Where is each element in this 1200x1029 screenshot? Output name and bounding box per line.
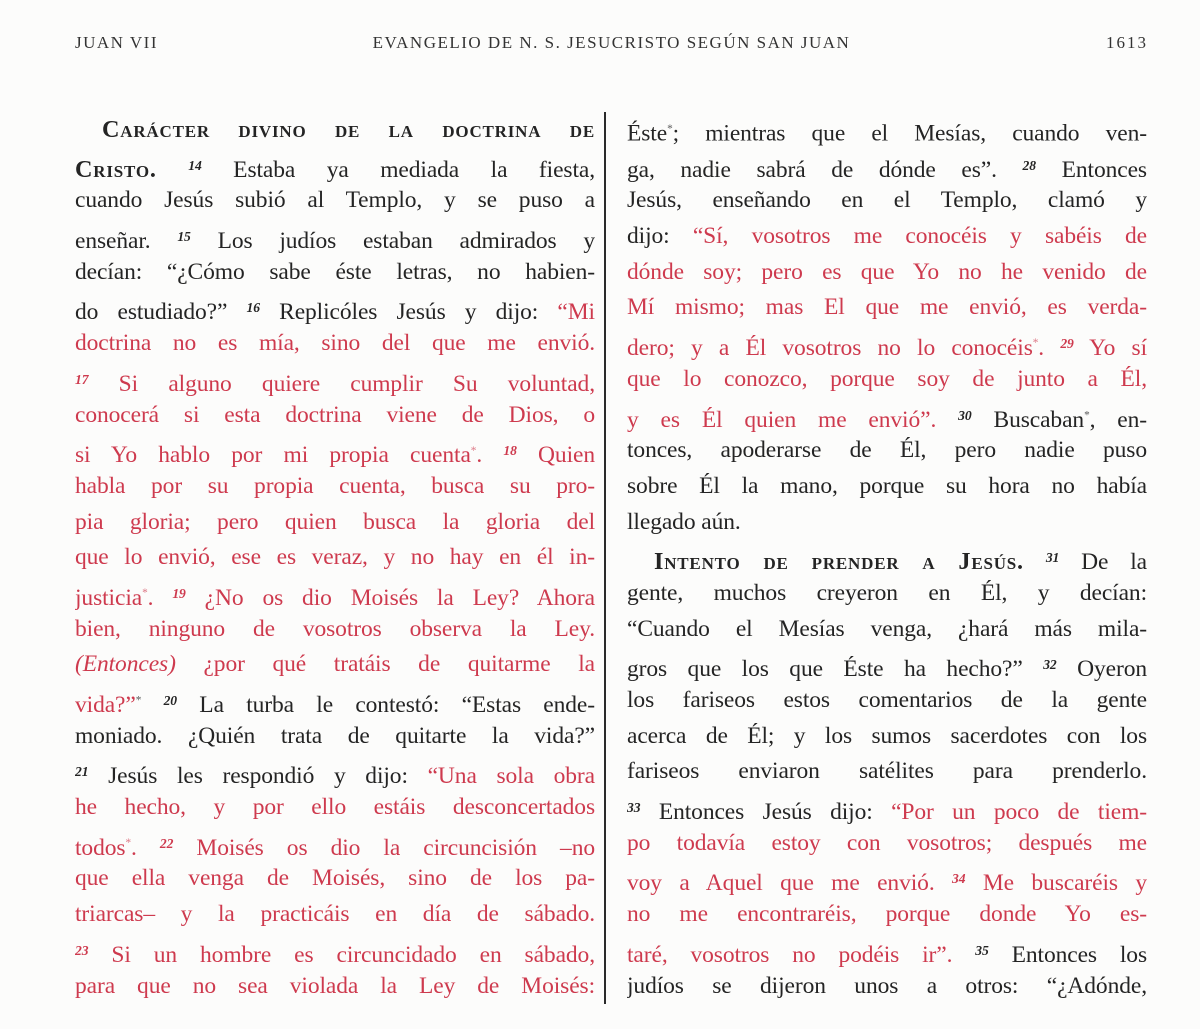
text-line — [627, 647, 1147, 683]
text-line — [75, 290, 595, 326]
footnote-mark: * — [142, 587, 148, 600]
text-segment: dero; y a Él vosotros no lo conocéis — [627, 334, 1033, 361]
text-line — [627, 255, 1147, 291]
text-segment — [157, 157, 189, 183]
text-segment: ¿No os dio Moisés la Ley? Ahora — [185, 584, 595, 611]
text-segment: Jesús, enseñando en el Templo, clamó y — [627, 187, 1147, 214]
text-line — [75, 469, 595, 505]
text-line — [627, 362, 1147, 398]
text-line — [627, 398, 1147, 434]
two-column-text-block — [75, 112, 1147, 1004]
text-segment: vida?” — [75, 691, 136, 718]
text-segment: Los judíos estaban admirados y — [190, 227, 595, 254]
text-segment: po todavía estoy con vosotros; después me — [627, 829, 1147, 856]
verse-number: 19 — [172, 585, 186, 601]
text-line — [75, 790, 595, 826]
text-segment: “Por un poco de tiem- — [891, 798, 1147, 825]
text-line — [627, 683, 1147, 719]
text-line — [627, 219, 1147, 255]
text-segment: cuando Jesús subió al Templo, y se puso a — [75, 187, 595, 214]
text-line — [75, 255, 595, 291]
text-segment: que ella venga de Moisés, sino de los pa- — [75, 865, 595, 892]
text-segment: Replicóles Jesús y dijo: — [259, 299, 558, 326]
text-segment: “Una sola obra — [427, 763, 595, 790]
section-heading: Cristo. — [75, 155, 157, 183]
right-text-column — [627, 112, 1147, 1004]
text-segment: “Cuando el Mesías venga, ¿hará más mila- — [627, 615, 1147, 642]
text-line — [75, 362, 595, 398]
verse-number: 22 — [159, 835, 174, 851]
header-title: EVANGELIO DE N. S. JESUCRISTO SEGÚN SAN JUAN — [372, 33, 851, 52]
text-segment: De la — [1059, 549, 1147, 576]
text-segment: voy a Aquel que me envió. — [627, 870, 953, 897]
text-segment: Estaba ya mediada la fiesta, — [201, 156, 595, 183]
verse-number: 34 — [952, 871, 966, 887]
text-line — [75, 969, 595, 1005]
text-segment: triarcas– y la practicáis en día de sábado. — [75, 901, 595, 928]
verse-number: 23 — [75, 942, 89, 958]
left-text-column — [75, 112, 595, 1004]
text-segment: decían: “¿Cómo sabe éste letras, no habien- — [75, 258, 595, 285]
text-line — [75, 754, 595, 790]
text-segment: . — [1038, 334, 1061, 361]
verse-number: 16 — [246, 300, 260, 316]
text-segment: Entonces los — [988, 941, 1147, 968]
text-line — [627, 861, 1147, 897]
footnote-mark: * — [667, 123, 673, 135]
footnote-mark: * — [135, 694, 142, 707]
text-line — [627, 540, 1147, 576]
text-segment: Buscaban — [971, 406, 1085, 433]
text-segment: Moisés os dio la circuncisión –no — [173, 834, 595, 861]
text-line — [75, 683, 595, 719]
text-segment: bien, ninguno de vosotros observa la Ley. — [75, 615, 595, 642]
text-line — [627, 576, 1147, 612]
text-segment: La turba le contestó: “Estas ende- — [177, 691, 595, 718]
text-segment: dónde soy; pero es que Yo no he venido de — [627, 258, 1147, 285]
running-header — [75, 33, 1148, 53]
verse-number: 20 — [163, 693, 178, 708]
text-segment: si Yo hablo por mi propia cuenta — [75, 442, 471, 468]
text-segment: gros que los que Éste ha hecho?” — [627, 656, 1044, 683]
footnote-mark: * — [1032, 337, 1039, 350]
verse-number: 17 — [75, 371, 89, 387]
verse-number: 15 — [177, 229, 191, 245]
text-segment: tonces, apoderarse de Él, pero nadie puso — [627, 437, 1147, 464]
verse-number: 30 — [958, 407, 972, 423]
text-segment: moniado. ¿Quién trata de quitarte la vida?” — [75, 722, 595, 749]
text-segment: sobre Él la mano, porque su hora no había — [627, 472, 1147, 499]
text-segment: dijo: — [627, 223, 693, 250]
text-line — [75, 433, 595, 469]
text-segment: Si alguno quiere cumplir Su voluntad, — [88, 370, 595, 397]
text-segment: no me encontraréis, porque donde Yo es- — [627, 901, 1147, 928]
text-segment: gente, muchos creyeron en Él, y decían: — [627, 579, 1147, 606]
text-line — [75, 897, 595, 933]
text-line — [627, 754, 1147, 790]
text-segment: habla por su propia cuenta, busca su pro- — [75, 472, 595, 499]
text-segment: llegado aún. — [627, 508, 741, 535]
text-line — [627, 612, 1147, 648]
text-line — [627, 897, 1147, 933]
verse-number: 29 — [1060, 336, 1074, 352]
text-segment: y es Él quien me envió”. — [627, 406, 959, 433]
text-segment: conocerá si esta doctrina viene de Dios, o — [75, 401, 595, 428]
text-segment: enseñar. — [75, 227, 178, 254]
text-segment: taré, vosotros no podéis ir”. — [627, 941, 976, 968]
text-line — [75, 326, 595, 362]
text-segment: judíos se dijeron unos a otros: “¿Adónde, — [627, 972, 1147, 999]
text-line — [75, 398, 595, 434]
text-segment — [141, 692, 163, 718]
footnote-mark: * — [1084, 408, 1090, 421]
text-line — [627, 290, 1147, 326]
text-segment: (Entonces) — [75, 651, 176, 678]
text-line — [75, 148, 595, 184]
text-line — [75, 826, 595, 862]
footnote-mark: * — [125, 837, 131, 850]
text-line — [627, 326, 1147, 362]
footnote-mark: * — [470, 444, 477, 457]
text-segment: Jesús les respondió y dijo: — [88, 763, 428, 790]
text-line — [627, 469, 1147, 505]
verse-number: 32 — [1043, 657, 1057, 673]
text-segment: justicia — [75, 584, 143, 611]
text-line — [627, 433, 1147, 469]
text-line — [627, 183, 1147, 219]
verse-number: 21 — [75, 764, 89, 780]
verse-number: 33 — [627, 800, 641, 816]
text-segment: “Sí, vosotros me conocéis y sabéis de — [692, 223, 1147, 250]
text-segment: todos — [75, 834, 126, 861]
text-segment: Oyeron — [1056, 656, 1147, 683]
text-segment: Entonces — [1035, 156, 1147, 183]
text-segment: para que no sea violada la Ley de Moisés: — [75, 972, 595, 999]
text-line — [627, 505, 1147, 541]
text-segment: doctrina no es mía, sino del que me envió. — [75, 330, 595, 357]
verse-number: 14 — [188, 157, 202, 173]
text-segment: fariseos enviaron satélites para prenderlo. — [627, 758, 1147, 785]
text-segment: ¿por qué tratáis de quitarme la — [175, 651, 595, 678]
text-segment: que lo envió, ese es veraz, y no hay en él in- — [75, 544, 595, 571]
text-segment: ; mientras que el Mesías, cuando ven- — [672, 120, 1147, 147]
text-line — [627, 719, 1147, 755]
text-segment: que lo conozco, porque soy de junto a Él, — [627, 365, 1147, 392]
text-segment: Éste — [627, 120, 668, 147]
text-segment: Si un hombre es circuncidado en sábado, — [88, 941, 595, 968]
text-line — [627, 148, 1147, 184]
text-segment: Mí mismo; mas El que me envió, es verda- — [627, 294, 1147, 321]
text-line — [75, 540, 595, 576]
text-segment: ga, nadie sabrá de dónde es”. — [627, 156, 1023, 183]
text-segment: Me buscaréis y — [965, 870, 1147, 897]
text-segment — [1024, 549, 1046, 575]
text-line — [75, 576, 595, 612]
header-book-chapter: JUAN VII — [75, 33, 158, 52]
text-line — [627, 933, 1147, 969]
text-line — [75, 933, 595, 969]
text-segment: los fariseos estos comentarios de la gente — [627, 687, 1147, 713]
text-segment: “Mi — [557, 299, 595, 326]
text-line — [75, 183, 595, 219]
text-line — [75, 719, 595, 755]
text-line — [75, 505, 595, 541]
text-segment: Quien — [516, 442, 595, 468]
text-segment: . — [147, 584, 173, 611]
verse-number: 28 — [1022, 157, 1036, 173]
text-segment: pia gloria; pero quien busca la gloria del — [75, 508, 595, 535]
text-line — [627, 790, 1147, 826]
text-line — [627, 112, 1147, 148]
text-line — [75, 861, 595, 897]
text-segment: . — [130, 834, 160, 861]
verse-number: 18 — [503, 443, 517, 459]
text-line — [75, 647, 595, 683]
verse-number: 35 — [975, 942, 989, 958]
text-line — [75, 612, 595, 648]
text-line — [627, 826, 1147, 862]
text-segment: Yo sí — [1073, 334, 1147, 361]
section-heading: Carácter divino de la doctrina de — [102, 116, 595, 143]
column-divider-rule — [604, 112, 606, 1004]
text-segment: , en- — [1089, 406, 1147, 433]
text-segment: Entonces Jesús dijo: — [640, 798, 892, 825]
text-line — [75, 112, 595, 148]
section-heading: Intento de prender a Jesús. — [654, 548, 1024, 576]
text-segment: do estudiado?” — [75, 299, 247, 326]
verse-number: 31 — [1045, 550, 1060, 566]
text-line — [627, 969, 1147, 1005]
text-line — [75, 219, 595, 255]
text-segment: he hecho, y por ello estáis desconcertados — [75, 794, 595, 821]
text-segment: . — [476, 442, 504, 468]
text-segment: acerca de Él; y los sumos sacerdotes con los — [627, 722, 1147, 749]
header-page-number: 1613 — [1106, 33, 1148, 52]
